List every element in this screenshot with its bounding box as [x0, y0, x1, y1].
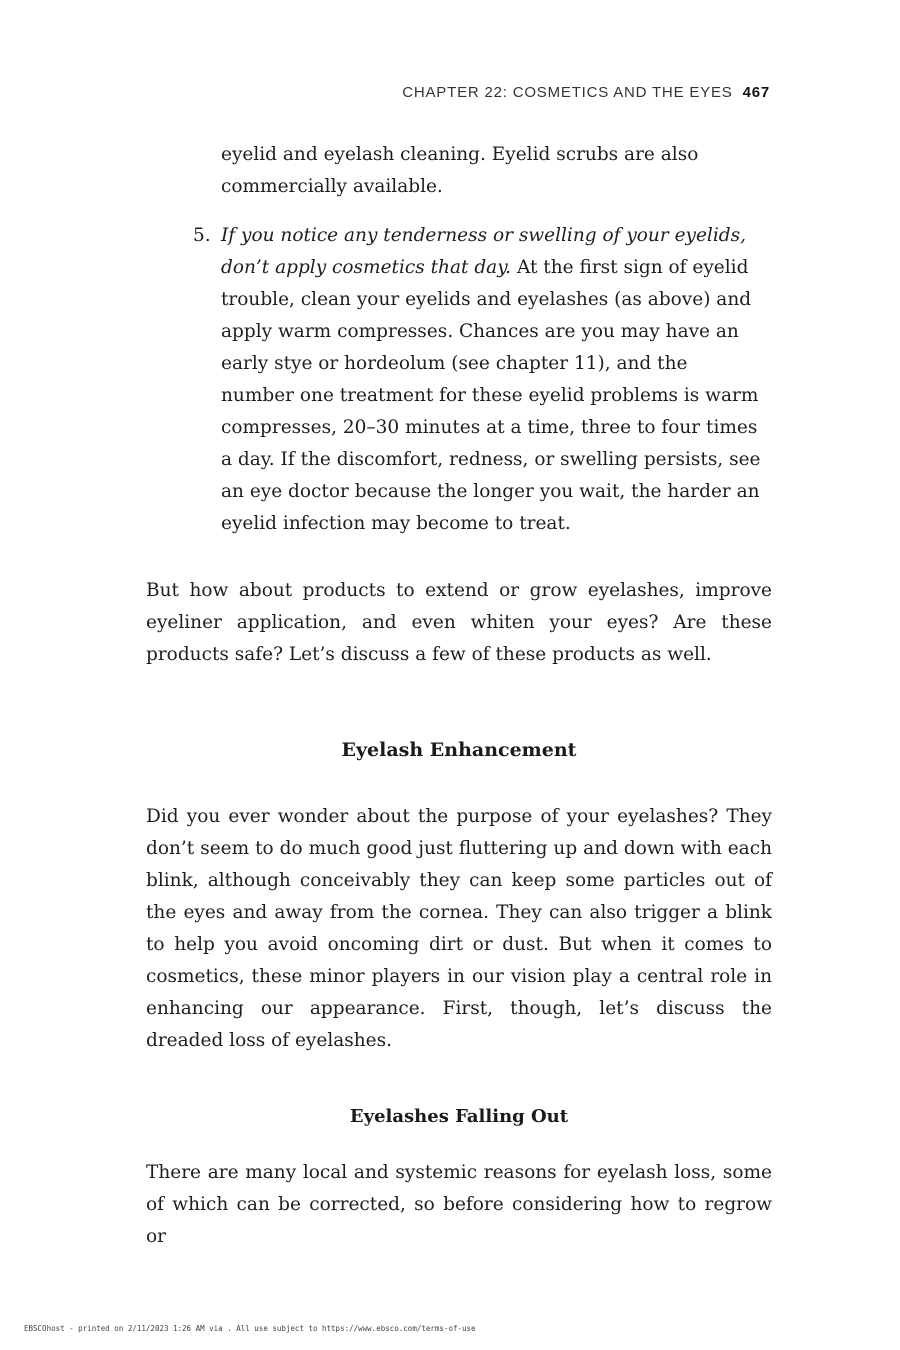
running-head: [402, 84, 770, 101]
list-item-italic-lead: If you notice any tenderness or swelling of your eyelids, don’t apply cosmetics that day.: [221, 225, 746, 278]
list-item: [193, 220, 763, 540]
intro-paragraph: But how about products to extend or grow eyelashes, improve eyeliner application, and even whiten your eyes? Are these products safe? Let’s discuss a few of these products as well.: [146, 580, 772, 665]
subsection-heading-eyelashes-falling-out: Eyelashes Falling Out: [349, 1106, 569, 1127]
section-heading-eyelash-enhancement: Eyelash Enhancement: [341, 739, 577, 761]
continued-paragraph: eyelid and eyelash cleaning. Eyelid scrubs are also commercially available.: [221, 144, 699, 197]
enhancement-paragraph: Did you ever wonder about the purpose of your eyelashes? They don’t seem to do much good just fluttering up and down with each blink, although conceivably they can keep some particles out of the eyes and away from the cornea. They can also trigger a blink to help you avoid oncoming dirt or dust. But when it comes to cosmetics, these minor players in our vision play a central role in enhancing our appearance. First, though, let’s discuss the dreaded loss of eyelashes.: [146, 806, 772, 1051]
list-item-body: At the first sign of eyelid trouble, clean your eyelids and eyelashes (as above) and apply warm compresses. Chances are you may have an early stye or hordeolum (see chapter 11), and the number one treatment for these eyelid problems is warm compresses, 20–30 minutes at a time, three to four times a day. If the discomfort, redness, or swelling persists, see an eye doctor because the longer you wait, the harder an eyelid infection may become to treat.: [221, 257, 761, 534]
falling-out-paragraph: There are many local and systemic reasons for eyelash loss, some of which can be corrected, so before considering how to regrow or: [146, 1162, 772, 1247]
page-number: 467: [742, 84, 770, 101]
list-item-text: [221, 220, 763, 540]
footer-notice: EBSCOhost - printed on 2/11/2023 1:26 AM via . All use subject to https://www.ebsco.com/terms-of-use: [24, 1324, 476, 1333]
list-item-number: 5.: [193, 225, 211, 246]
chapter-title: CHAPTER 22: COSMETICS AND THE EYES: [402, 84, 733, 101]
